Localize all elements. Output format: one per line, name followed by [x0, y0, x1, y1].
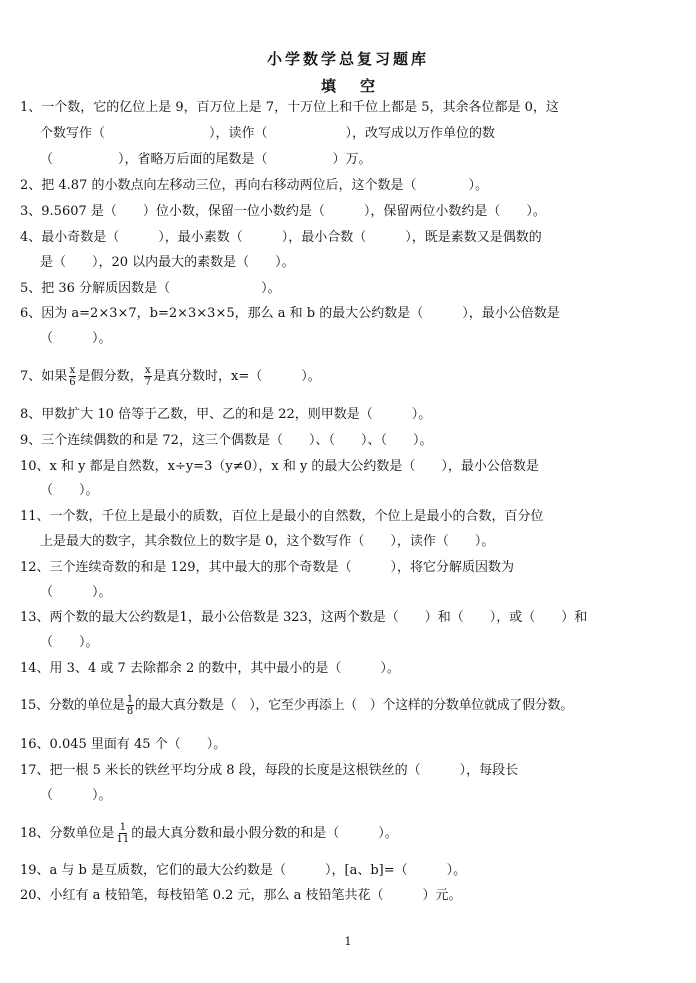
- question-15-text-2: 的最大真分数是（ ），它至少再添上（ ）个这样的分数单位就成了假分数。: [134, 698, 573, 713]
- section-heading-text: 填空: [320, 77, 399, 95]
- question-1-line-2: 个数写作（ ），读作（ ），改写成以万作单位的数: [40, 126, 496, 141]
- fraction-denominator: 6: [69, 377, 76, 388]
- question-17-line-1: 17、把一根 5 米长的铁丝平均分成 8 段，每段的长度是这根铁丝的（ ），每段长: [20, 763, 519, 778]
- question-19: 19、a 与 b 是互质数，它们的最大公约数是（ ），[a、b]=（ ）。: [20, 863, 467, 878]
- question-15: [20, 694, 680, 717]
- question-13-line-2: （ ）。: [40, 635, 99, 650]
- question-3: 3、9.5607 是（ ）位小数，保留一位小数约是（ ），保留两位小数约是（ ）。: [20, 204, 546, 219]
- question-15-text-1: 15、分数的单位是: [20, 698, 125, 713]
- question-9: 9、三个连续偶数的和是 72，这三个偶数是（ ）、（ ）、（ ）。: [20, 433, 433, 448]
- question-16: 16、0.045 里面有 45 个（ ）。: [20, 737, 227, 752]
- question-7-text-3: 是真分数时，x=（ ）。: [153, 369, 321, 384]
- question-12-line-1: 12、三个连续奇数的和是 129，其中最大的那个奇数是（ ），将它分解质因数为: [20, 560, 514, 575]
- question-10-line-2: （ ）。: [40, 483, 99, 498]
- question-1-line-1: 1、一个数，它的亿位上是 9，百万位上是 7，十万位上和千位上都是 5，其余各位都是 0，这: [20, 100, 559, 115]
- fraction-x-over-7: [144, 365, 152, 388]
- question-5: 5、把 36 分解质因数是（ ）。: [20, 281, 281, 296]
- question-4-line-1: 4、最小奇数是（ ），最小素数（ ），最小合数（ ），既是素数又是偶数的: [20, 230, 542, 245]
- section-heading: [0, 75, 696, 96]
- fraction-denominator: 11: [116, 834, 130, 845]
- fraction-numerator: x: [69, 365, 76, 376]
- question-7-text-1: 7、如果: [20, 369, 68, 384]
- question-6-line-1: 6、因为 a=2×3×7，b=2×3×3×5，那么 a 和 b 的最大公约数是（ ），最小公倍数是: [20, 306, 560, 321]
- fraction-denominator: 8: [126, 706, 133, 717]
- fraction-numerator: x: [145, 365, 151, 376]
- fraction-numerator: 1: [126, 694, 133, 705]
- fraction-x-over-6: [68, 365, 76, 388]
- question-7-text-2: 是假分数，: [77, 369, 143, 384]
- question-14: 14、用 3、4 或 7 去除都余 2 的数中，其中最小的是（ ）。: [20, 661, 400, 676]
- question-20: 20、小红有 a 枝铅笔，每枝铅笔 0.2 元，那么 a 枝铅笔共花（ ）元。: [20, 888, 462, 903]
- page-number: 1: [344, 935, 352, 948]
- fraction-one-eighth: [126, 694, 134, 717]
- question-7: [20, 365, 680, 388]
- document-title: 小学数学总复习题库: [266, 50, 429, 68]
- question-11-line-1: 11、一个数，千位上是最小的质数，百位上是最小的自然数，个位上是最小的合数，百分位: [20, 509, 544, 524]
- question-6-line-2: （ ）。: [40, 331, 112, 346]
- question-13-line-1: 13、两个数的最大公约数是1，最小公倍数是 323，这两个数是（ ）和（ ），或（ ）和: [20, 610, 588, 625]
- fraction-one-eleventh: [116, 822, 131, 845]
- question-12-line-2: （ ）。: [40, 585, 112, 600]
- question-10-line-1: 10、x 和 y 都是自然数，x÷y=3（y≠0），x 和 y 的最大公约数是（ ），最小公倍数是: [20, 459, 539, 474]
- question-17-line-2: （ ）。: [40, 788, 112, 803]
- question-8: 8、甲数扩大 10 倍等于乙数，甲、乙的和是 22，则甲数是（ ）。: [20, 407, 432, 422]
- question-18: [20, 822, 680, 845]
- fraction-numerator: 1: [119, 822, 127, 833]
- question-18-text-2: 的最大真分数和最小假分数的和是（ ）。: [131, 826, 398, 841]
- question-11-line-2: 上是最大的数字，其余数位上的数字是 0，这个数写作（ ），读作（ ）。: [40, 534, 495, 549]
- question-4-line-2: 是（ ），20 以内最大的素数是（ ）。: [40, 255, 295, 270]
- question-1-line-3: （ ），省略万后面的尾数是（ ）万。: [40, 152, 372, 167]
- question-2: 2、把 4.87 的小数点向左移动三位，再向右移动两位后，这个数是（ ）。: [20, 178, 488, 193]
- fraction-denominator: 7: [144, 377, 152, 388]
- question-18-text-1: 18、分数单位是: [20, 826, 115, 841]
